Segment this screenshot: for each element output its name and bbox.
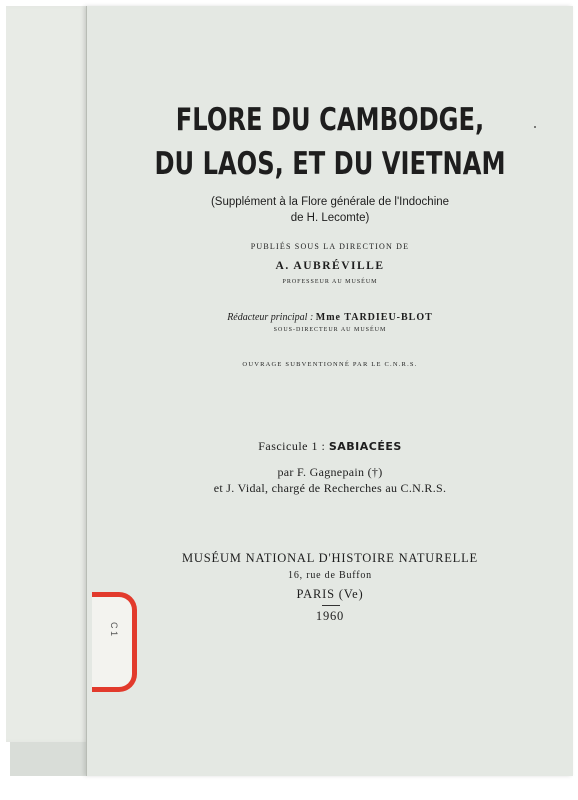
paper-speck <box>534 126 536 128</box>
fascicule-title: SABIACÉES <box>328 440 402 453</box>
editor-label: Rédacteur principal : <box>227 312 314 323</box>
divider-rule <box>322 605 340 606</box>
fascicule-line <box>87 439 573 454</box>
publisher-name: MUSÉUM NATIONAL D'HISTOIRE NATURELLE <box>182 551 478 565</box>
editor-line <box>87 312 573 323</box>
subtitle-line-1: (Supplément à la Flore générale de l'Indochine <box>210 196 450 208</box>
title-line-2: DU LAOS, ET DU VIETNAM <box>154 146 506 182</box>
publisher-address: 16, rue de Buffon <box>288 570 372 581</box>
editor-name: Mme TARDIEU-BLOT <box>315 312 433 323</box>
author-line-2: et J. Vidal, chargé de Recherches au C.N.R.S. <box>213 481 447 495</box>
publication-year: 1960 <box>315 609 345 623</box>
call-number-text: C 1 <box>109 622 119 637</box>
editor-title: SOUS-DIRECTEUR AU MUSÉUM <box>273 327 387 333</box>
library-call-number-tag <box>92 592 137 692</box>
subtitle-line-2: de H. Lecomte) <box>290 212 370 224</box>
subsidy-note: OUVRAGE SUBVENTIONNÉ PAR LE C.N.R.S. <box>242 361 418 368</box>
published-under: PUBLIÉS SOUS LA DIRECTION DE <box>250 242 410 251</box>
title-line-1: FLORE DU CAMBODGE, <box>175 102 485 138</box>
fascicule-label: Fascicule 1 : <box>258 439 326 453</box>
back-page <box>6 6 93 742</box>
book-cover <box>86 6 573 776</box>
publisher-city: PARIS (Ve) <box>296 587 364 601</box>
director-title: PROFESSEUR AU MUSÉUM <box>282 279 378 285</box>
director-name: A. AUBRÉVILLE <box>275 260 385 272</box>
author-line-1: par F. Gagnepain (†) <box>277 465 383 479</box>
